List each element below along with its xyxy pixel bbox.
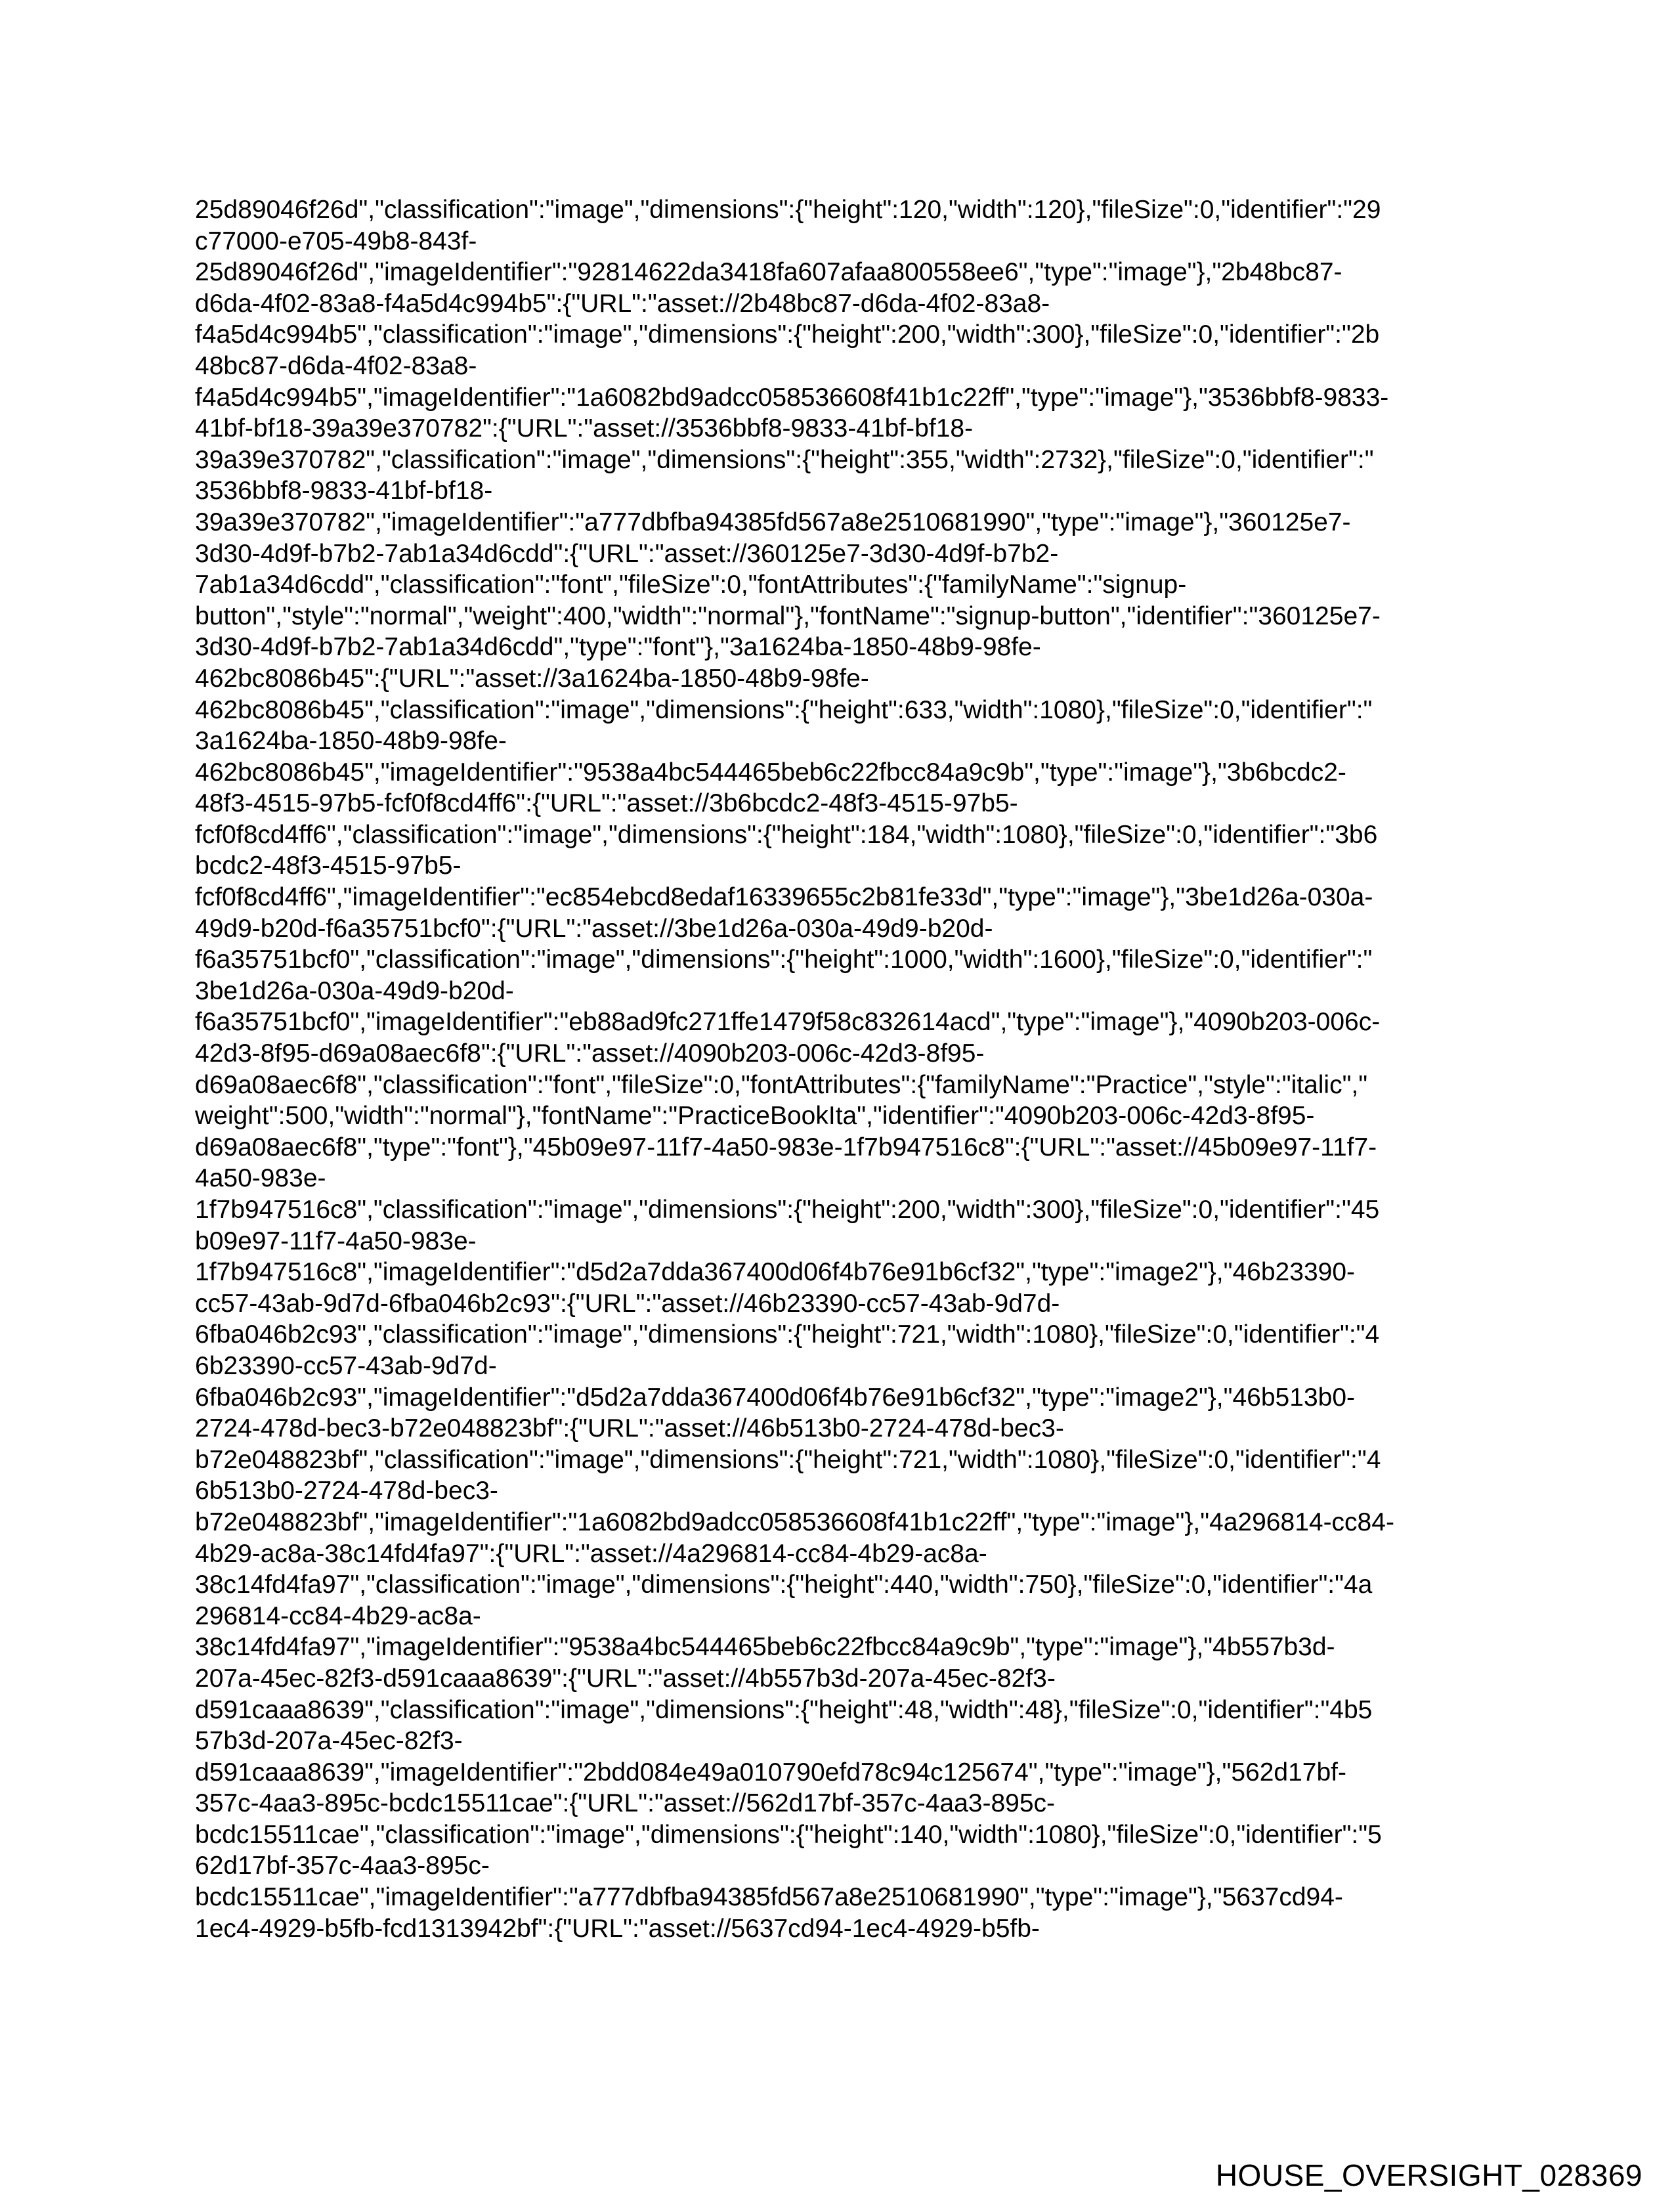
text-line: button","style":"normal","weight":400,"width":"normal"},"fontName":"signup-button","identifier":"360125e7-: [195, 601, 1381, 630]
text-line: d591caaa8639","imageIdentifier":"2bdd084e49a010790efd78c94c125674","type":"image"},"562d17bf-: [195, 1758, 1346, 1787]
text-line: d69a08aec6f8","type":"font"},"45b09e97-11f7-4a50-983e-1f7b947516c8":{"URL":"asset://45b09e97-11f7-: [195, 1133, 1377, 1161]
text-line: b72e048823bf","imageIdentifier":"1a6082bd9adcc058536608f41b1c22ff","type":"image"},"4a296814-cc84-: [195, 1507, 1394, 1536]
text-line: 62d17bf-357c-4aa3-895c-: [195, 1852, 490, 1880]
text-line: f4a5d4c994b5","imageIdentifier":"1a6082bd9adcc058536608f41b1c22ff","type":"image"},"3536bbf8-9833-: [195, 383, 1389, 412]
text-line: 462bc8086b45","classification":"image","dimensions":{"height":633,"width":1080},"fileSize":0,"identifier":": [195, 695, 1373, 724]
text-line: 42d3-8f95-d69a08aec6f8":{"URL":"asset://4090b203-006c-42d3-8f95-: [195, 1039, 985, 1068]
text-line: f6a35751bcf0","classification":"image","dimensions":{"height":1000,"width":1600},"fileSize":0,"identifier":": [195, 945, 1373, 974]
text-line: 57b3d-207a-45ec-82f3-: [195, 1727, 463, 1756]
text-line: 1f7b947516c8","imageIdentifier":"d5d2a7dda367400d06f4b76e91b6cf32","type":"image2"},"46b23390-: [195, 1258, 1355, 1287]
text-line: 7ab1a34d6cdd","classification":"font","fileSize":0,"fontAttributes":{"familyName":"signup-: [195, 571, 1187, 599]
text-line: fcf0f8cd4ff6","classification":"image","dimensions":{"height":184,"width":1080},"fileSize":0,"identifier":"3b6: [195, 820, 1378, 849]
text-line: 6fba046b2c93","imageIdentifier":"d5d2a7dda367400d06f4b76e91b6cf32","type":"image2"},"46b513b0-: [195, 1383, 1355, 1412]
text-line: bcdc15511cae","classification":"image","dimensions":{"height":140,"width":1080},"fileSize":0,"identifier":"5: [195, 1820, 1382, 1849]
text-line: c77000-e705-49b8-843f-: [195, 227, 477, 255]
text-line: 39a39e370782","classification":"image","dimensions":{"height":355,"width":2732},"fileSize":0,"identifier":": [195, 445, 1374, 474]
document-body-text: [195, 194, 1495, 1944]
bates-stamp: HOUSE_OVERSIGHT_028369: [1215, 2158, 1642, 2192]
text-line: f6a35751bcf0","imageIdentifier":"eb88ad9fc271ffe1479f58c832614acd","type":"image"},"4090b203-006c-: [195, 1008, 1381, 1037]
text-line: d6da-4f02-83a8-f4a5d4c994b5":{"URL":"asset://2b48bc87-d6da-4f02-83a8-: [195, 289, 1050, 318]
text-line: 38c14fd4fa97","imageIdentifier":"9538a4bc544465beb6c22fbcc84a9c9b","type":"image"},"4b557b3d-: [195, 1633, 1335, 1662]
text-line: f4a5d4c994b5","classification":"image","dimensions":{"height":200,"width":300},"fileSize":0,"identifier":"2b: [195, 320, 1380, 349]
text-line: 462bc8086b45":{"URL":"asset://3a1624ba-1850-48b9-98fe-: [195, 664, 869, 693]
text-line: 3a1624ba-1850-48b9-98fe-: [195, 727, 507, 756]
text-line: 25d89046f26d","imageIdentifier":"92814622da3418fa607afaa800558ee6","type":"image"},"2b48bc87-: [195, 258, 1342, 287]
text-line: 38c14fd4fa97","classification":"image","dimensions":{"height":440,"width":750},"fileSize":0,"identifier":"4a: [195, 1571, 1373, 1599]
text-line: 296814-cc84-4b29-ac8a-: [195, 1601, 481, 1630]
text-line: 1f7b947516c8","classification":"image","dimensions":{"height":200,"width":300},"fileSize":0,"identifier":"45: [195, 1196, 1380, 1224]
text-line: 25d89046f26d","classification":"image","dimensions":{"height":120,"width":120},"fileSize":0,"identifier":"29: [195, 196, 1381, 224]
text-line: bcdc15511cae","imageIdentifier":"a777dbfba94385fd567a8e2510681990","type":"image"},"5637cd94-: [195, 1883, 1343, 1912]
text-line: b72e048823bf","classification":"image","dimensions":{"height":721,"width":1080},"fileSize":0,"identifier":"4: [195, 1445, 1381, 1474]
text-line: 48f3-4515-97b5-fcf0f8cd4ff6":{"URL":"asset://3b6bcdc2-48f3-4515-97b5-: [195, 789, 1018, 818]
text-line: 3d30-4d9f-b7b2-7ab1a34d6cdd","type":"font"},"3a1624ba-1850-48b9-98fe-: [195, 633, 1041, 662]
text-line: 3536bbf8-9833-41bf-bf18-: [195, 477, 493, 506]
text-line: 1ec4-4929-b5fb-fcd1313942bf":{"URL":"asset://5637cd94-1ec4-4929-b5fb-: [195, 1914, 1040, 1943]
text-line: 4b29-ac8a-38c14fd4fa97":{"URL":"asset://4a296814-cc84-4b29-ac8a-: [195, 1539, 987, 1568]
text-line: 6b23390-cc57-43ab-9d7d-: [195, 1351, 497, 1380]
text-line: d591caaa8639","classification":"image","dimensions":{"height":48,"width":48},"fileSize":0,"identifier":"4b5: [195, 1695, 1373, 1724]
text-line: b09e97-11f7-4a50-983e-: [195, 1226, 477, 1255]
text-line: 2724-478d-bec3-b72e048823bf":{"URL":"asset://46b513b0-2724-478d-bec3-: [195, 1414, 1064, 1443]
text-line: 48bc87-d6da-4f02-83a8-: [195, 351, 477, 380]
text-line: 6b513b0-2724-478d-bec3-: [195, 1477, 498, 1506]
text-line: bcdc2-48f3-4515-97b5-: [195, 852, 461, 880]
text-line: 462bc8086b45","imageIdentifier":"9538a4bc544465beb6c22fbcc84a9c9b","type":"image"},"3b6bcdc2-: [195, 758, 1346, 787]
text-line: 357c-4aa3-895c-bcdc15511cae":{"URL":"asset://562d17bf-357c-4aa3-895c-: [195, 1789, 1056, 1818]
text-line: fcf0f8cd4ff6","imageIdentifier":"ec854ebcd8edaf16339655c2b81fe33d","type":"image"},"3be1d26a-030a-: [195, 883, 1373, 912]
text-line: 3be1d26a-030a-49d9-b20d-: [195, 976, 514, 1005]
text-line: 6fba046b2c93","classification":"image","dimensions":{"height":721,"width":1080},"fileSize":0,"identifier":"4: [195, 1320, 1380, 1349]
text-line: cc57-43ab-9d7d-6fba046b2c93":{"URL":"asset://46b23390-cc57-43ab-9d7d-: [195, 1289, 1060, 1318]
text-line: d69a08aec6f8","classification":"font","fileSize":0,"fontAttributes":{"familyName":"Practice","style":"italic",": [195, 1070, 1368, 1099]
text-line: 207a-45ec-82f3-d591caaa8639":{"URL":"asset://4b557b3d-207a-45ec-82f3-: [195, 1664, 1056, 1693]
text-line: 49d9-b20d-f6a35751bcf0":{"URL":"asset://3be1d26a-030a-49d9-b20d-: [195, 914, 993, 943]
text-line: 3d30-4d9f-b7b2-7ab1a34d6cdd":{"URL":"asset://360125e7-3d30-4d9f-b7b2-: [195, 539, 1059, 568]
text-line: 39a39e370782","imageIdentifier":"a777dbfba94385fd567a8e2510681990","type":"image"},"360125e7-: [195, 508, 1351, 536]
text-line: 4a50-983e-: [195, 1164, 326, 1193]
text-line: weight":500,"width":"normal"},"fontName":"PracticeBookIta","identifier":"4090b203-006c-42d3-8f95-: [195, 1102, 1315, 1131]
text-line: 41bf-bf18-39a39e370782":{"URL":"asset://3536bbf8-9833-41bf-bf18-: [195, 414, 974, 443]
